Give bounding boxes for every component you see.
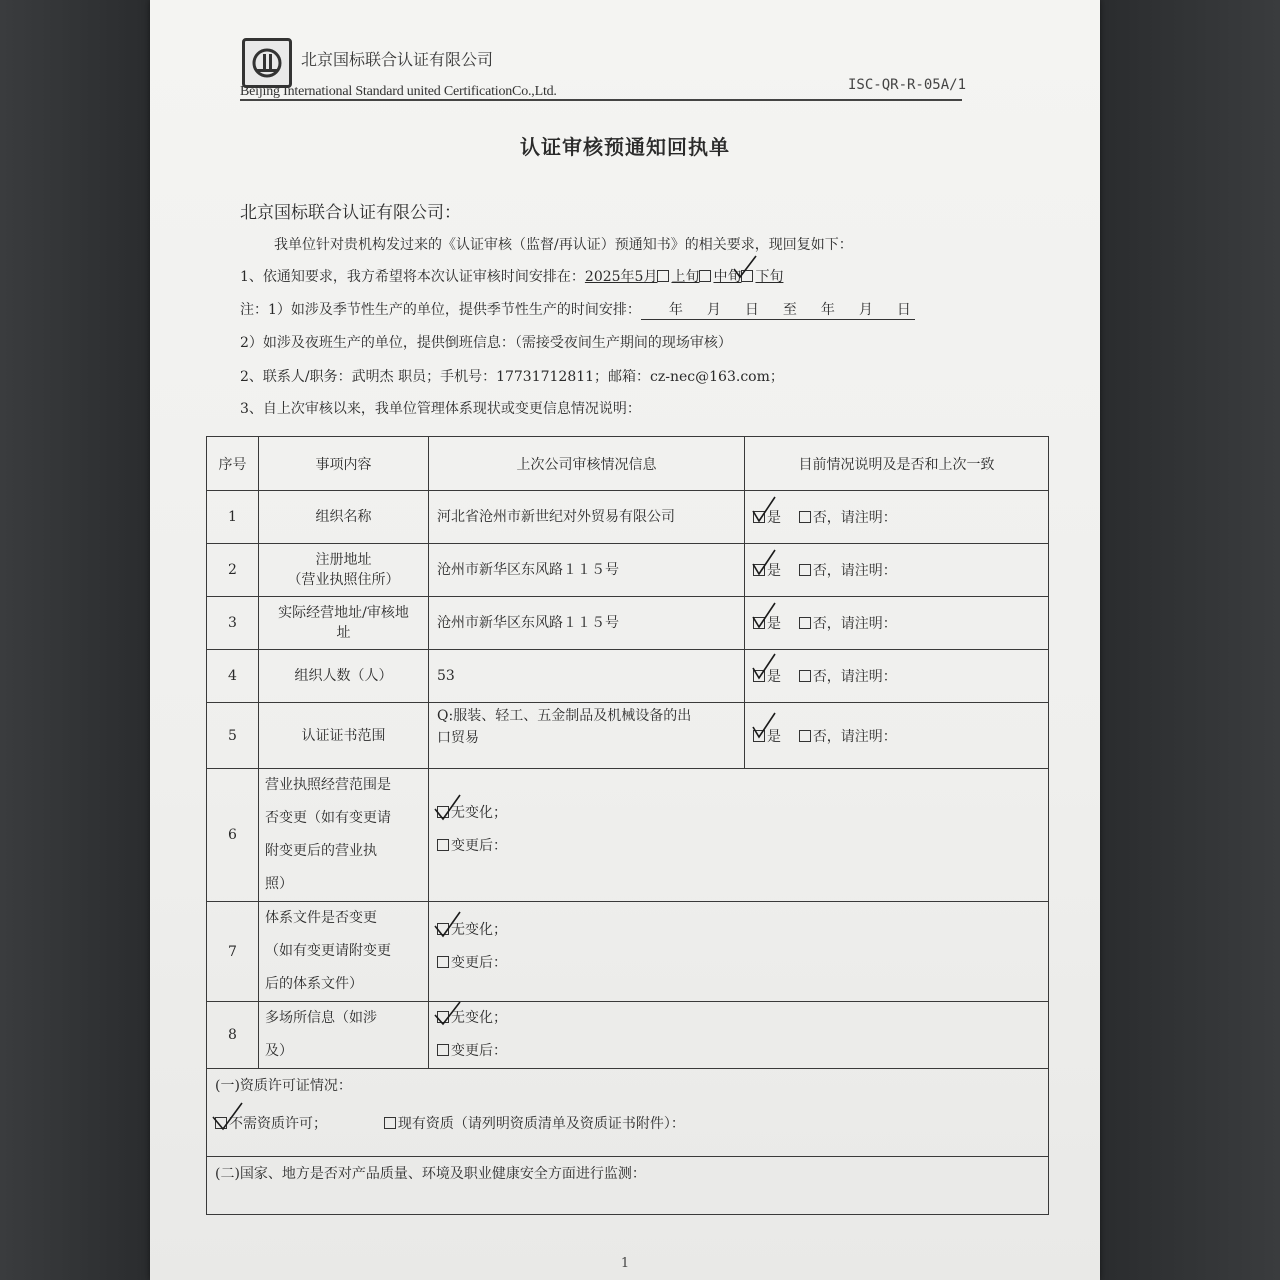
schedule-prefix: 1、依通知要求，我方希望将本次认证审核时间安排在： bbox=[240, 269, 585, 285]
row-seq: 3 bbox=[207, 597, 259, 650]
row-info: 53 bbox=[429, 650, 745, 703]
table-row bbox=[207, 597, 1049, 650]
row-info: 沧州市新华区东风路１１５号 bbox=[429, 544, 745, 597]
row-seq: 5 bbox=[207, 703, 259, 769]
qualification-cell bbox=[207, 1069, 1049, 1157]
table-row bbox=[207, 544, 1049, 597]
company-name-en: Beijing International Standard united CertificationCo.,Ltd. bbox=[240, 84, 557, 99]
checkbox-icon bbox=[753, 511, 765, 523]
row-item: 组织人数（人） bbox=[259, 650, 429, 703]
addressee: 北京国标联合认证有限公司： bbox=[240, 203, 461, 223]
seasonal-note-prefix: 注：1）如涉及季节性生产的单位，提供季节性生产的时间安排： bbox=[240, 302, 641, 318]
row-seq: 2 bbox=[207, 544, 259, 597]
row-status: 是 否，请注明： bbox=[745, 650, 1049, 703]
document-title: 认证审核预通知回执单 bbox=[520, 135, 730, 159]
row-info: Q:服装、轻工、五金制品及机械设备的出 口贸易 bbox=[429, 703, 745, 769]
monitoring-title: (二)国家、地方是否对产品质量、环境及职业健康安全方面进行监测： bbox=[215, 1166, 646, 1182]
schedule-option-late: 下旬 bbox=[755, 269, 784, 285]
row-seq: 4 bbox=[207, 650, 259, 703]
row-change-status: 无变化； 变更后： bbox=[429, 769, 1049, 902]
checkbox-icon bbox=[657, 270, 669, 282]
row-seq: 7 bbox=[207, 902, 259, 1002]
header-seq: 序号 bbox=[207, 437, 259, 491]
qualification-opt2: 现有资质（请列明资质清单及资质证书附件）： bbox=[397, 1116, 685, 1132]
table-row bbox=[207, 902, 1049, 1002]
qualification-row bbox=[207, 1069, 1049, 1157]
document-page bbox=[150, 0, 1100, 1280]
checkbox-icon bbox=[753, 617, 765, 629]
checkbox-icon bbox=[437, 1011, 449, 1023]
night-shift-note: 2）如涉及夜班生产的单位，提供倒班信息：（需接受夜间生产期间的现场审核） bbox=[240, 335, 732, 351]
header-item: 事项内容 bbox=[259, 437, 429, 491]
row-info: 河北省沧州市新世纪对外贸易有限公司 bbox=[429, 491, 745, 544]
row-item: 组织名称 bbox=[259, 491, 429, 544]
header-status: 目前情况说明及是否和上次一致 bbox=[745, 437, 1049, 491]
seasonal-date-range: 年 月 日 至 年 月 日 bbox=[641, 299, 915, 320]
checkbox-icon bbox=[799, 511, 811, 523]
checkbox-icon bbox=[437, 923, 449, 935]
checkbox-icon bbox=[699, 270, 711, 282]
intro-paragraph: 我单位针对贵机构发过来的《认证审核（监督/再认证）预通知书》的相关要求，现回复如下： bbox=[274, 237, 853, 253]
schedule-option-early: 上旬 bbox=[671, 269, 700, 285]
row-item: 营业执照经营范围是 否变更（如有变更请 附变更后的营业执 照） bbox=[259, 769, 429, 902]
checkbox-icon bbox=[799, 564, 811, 576]
monitoring-row bbox=[207, 1157, 1049, 1215]
checkbox-icon bbox=[437, 839, 449, 851]
background-left bbox=[0, 0, 150, 1280]
row-seq: 6 bbox=[207, 769, 259, 902]
header-rule bbox=[240, 99, 962, 101]
checkbox-icon bbox=[799, 670, 811, 682]
checkbox-icon bbox=[753, 730, 765, 742]
qualification-title: (一)资质许可证情况： bbox=[215, 1078, 352, 1094]
row-item: 多场所信息（如涉 及） bbox=[259, 1002, 429, 1069]
isc-logo-icon bbox=[242, 38, 292, 88]
row-status: 是 否，请注明： bbox=[745, 544, 1049, 597]
checkbox-icon bbox=[437, 806, 449, 818]
checkbox-icon bbox=[753, 670, 765, 682]
background-right bbox=[1100, 0, 1280, 1280]
row-change-status: 无变化； 变更后： bbox=[429, 1002, 1049, 1069]
row-change-status: 无变化； 变更后： bbox=[429, 902, 1049, 1002]
audit-info-table bbox=[206, 436, 1049, 1215]
row-item: 注册地址 （营业执照住所） bbox=[259, 544, 429, 597]
table-row bbox=[207, 1002, 1049, 1069]
row-status: 是 否，请注明： bbox=[745, 703, 1049, 769]
table-row bbox=[207, 769, 1049, 902]
table-header-row bbox=[207, 437, 1049, 491]
checkbox-icon bbox=[741, 270, 753, 282]
checkbox-icon bbox=[437, 1044, 449, 1056]
table-row bbox=[207, 650, 1049, 703]
checkbox-icon bbox=[799, 617, 811, 629]
row-item: 实际经营地址/审核地 址 bbox=[259, 597, 429, 650]
table-row bbox=[207, 703, 1049, 769]
header-info: 上次公司审核情况信息 bbox=[429, 437, 745, 491]
contact-line: 2、联系人/职务：武明杰 职员；手机号：17731712811；邮箱：cz-nec@163.com； bbox=[240, 369, 784, 385]
schedule-line bbox=[240, 266, 783, 286]
checkbox-icon bbox=[215, 1117, 227, 1129]
row-seq: 1 bbox=[207, 491, 259, 544]
row-status: 是 否，请注明： bbox=[745, 491, 1049, 544]
checkbox-icon bbox=[437, 956, 449, 968]
schedule-month: 2025年5月 上旬 中旬 下旬 bbox=[584, 269, 784, 285]
row-seq: 8 bbox=[207, 1002, 259, 1069]
row-status: 是 否，请注明： bbox=[745, 597, 1049, 650]
company-name-cn: 北京国标联合认证有限公司 bbox=[301, 50, 494, 69]
checkbox-icon bbox=[753, 564, 765, 576]
row-info: 沧州市新华区东风路１１５号 bbox=[429, 597, 745, 650]
checkbox-icon bbox=[799, 730, 811, 742]
page-number: 1 bbox=[620, 1256, 630, 1271]
schedule-option-mid: 中旬 bbox=[713, 269, 742, 285]
checkbox-icon bbox=[384, 1117, 396, 1129]
monitoring-cell bbox=[207, 1157, 1049, 1215]
row-item: 认证证书范围 bbox=[259, 703, 429, 769]
table-row bbox=[207, 491, 1049, 544]
document-code: ISC-QR-R-05A/1 bbox=[848, 77, 967, 93]
change-info-line: 3、自上次审核以来，我单位管理体系现状或变更信息情况说明： bbox=[240, 401, 641, 417]
row-item: 体系文件是否变更 （如有变更请附变更 后的体系文件） bbox=[259, 902, 429, 1002]
qualification-opt1: 不需资质许可； bbox=[229, 1116, 327, 1132]
seasonal-note bbox=[240, 299, 915, 320]
